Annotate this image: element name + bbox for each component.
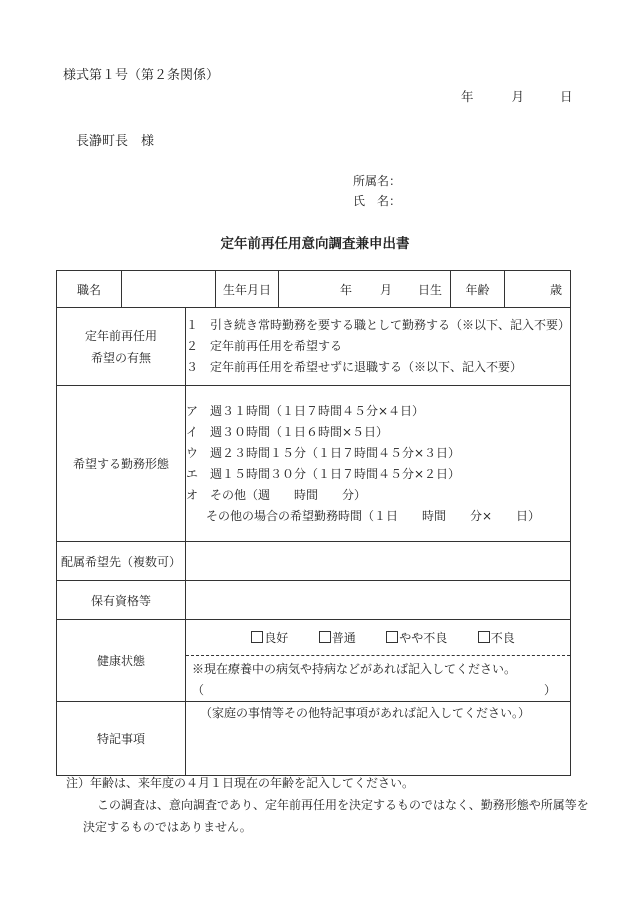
form-number-label: 様式第１号（第２条関係） bbox=[63, 68, 220, 83]
age-unit: 歳 bbox=[549, 282, 562, 297]
health-checkbox-group bbox=[186, 620, 570, 656]
wish-label-line1: 定年前再任用 bbox=[84, 328, 157, 343]
date-year-label: 年 bbox=[461, 89, 474, 104]
health-option-label: 良好 bbox=[264, 631, 289, 645]
health-option-good[interactable] bbox=[251, 629, 288, 646]
reemployment-wish-options[interactable] bbox=[186, 308, 571, 386]
qualifications-field[interactable] bbox=[186, 581, 571, 620]
reemployment-wish-label bbox=[57, 308, 186, 386]
birth-year-label: 年 bbox=[339, 282, 352, 297]
checkbox-icon[interactable] bbox=[251, 631, 263, 643]
health-condition-input[interactable] bbox=[192, 680, 564, 701]
birth-day-label: 日生 bbox=[417, 282, 442, 297]
work-style-label: 希望する勤務形態 bbox=[57, 386, 186, 542]
work-style-option[interactable]: ウ 週２３時間１５分（１日７時間４５分×３日） bbox=[186, 445, 461, 460]
wish-option[interactable]: ２ 定年前再任用を希望する bbox=[186, 339, 343, 353]
paren-open: （ bbox=[192, 683, 205, 697]
wish-label-line2: 希望の有無 bbox=[90, 350, 151, 365]
special-notes-hint: （家庭の事情等その他特記事項があれば記入してください。） bbox=[200, 706, 531, 720]
work-style-option[interactable]: オ その他（週 時間 分） bbox=[186, 487, 367, 502]
paren-close: ） bbox=[543, 683, 556, 697]
health-option-label: やや不良 bbox=[399, 631, 448, 645]
qualifications-label: 保有資格等 bbox=[57, 581, 186, 620]
checkbox-icon[interactable] bbox=[386, 631, 398, 643]
date-month-label: 月 bbox=[511, 89, 524, 104]
health-option-poor[interactable] bbox=[478, 629, 515, 646]
birthdate-field[interactable] bbox=[279, 271, 451, 308]
name-field-label: 氏 名： bbox=[353, 194, 402, 208]
work-style-option[interactable]: エ 週１５時間３０分（１日７時間４５分×２日） bbox=[186, 466, 461, 481]
footnote-survey-note: この調査は、意向調査であり、定年前再任用を決定するものではなく、勤務形態や所属等を bbox=[97, 798, 589, 812]
document-title: 定年前再任用意向調査兼申出書 bbox=[220, 236, 410, 252]
health-option-slightly-poor[interactable] bbox=[386, 629, 447, 646]
checkbox-icon[interactable] bbox=[478, 631, 490, 643]
application-form-table bbox=[56, 270, 571, 776]
health-note-text: ※現在療養中の病気や持病などがあれば記入してください。 bbox=[192, 662, 517, 676]
work-style-option[interactable]: ア 週３１時間（１日７時間４５分×４日） bbox=[186, 403, 425, 418]
checkbox-icon[interactable] bbox=[319, 631, 331, 643]
wish-option[interactable]: １ 引き続き常時勤務を要する職として勤務する（※以下、記入不要） bbox=[186, 318, 571, 332]
special-notes-field[interactable] bbox=[186, 702, 571, 776]
special-notes-label: 特記事項 bbox=[57, 702, 186, 776]
health-option-label: 普通 bbox=[331, 631, 356, 645]
health-status-field bbox=[186, 620, 571, 702]
age-label: 年齢 bbox=[451, 271, 505, 308]
work-style-other-hours[interactable]: その他の場合の希望勤務時間（１日 時間 分× 日） bbox=[206, 508, 541, 523]
addressee: 長瀞町長 様 bbox=[76, 134, 155, 149]
job-title-field[interactable] bbox=[122, 271, 216, 308]
birth-month-label: 月 bbox=[379, 282, 392, 297]
footnote-age: 注）年齢は、来年度の４月１日現在の年齢を記入してください。 bbox=[66, 776, 415, 790]
health-condition-note bbox=[186, 656, 570, 701]
date-day-label: 日 bbox=[559, 89, 573, 104]
affiliation-field-label: 所属名： bbox=[353, 174, 402, 188]
health-status-label: 健康状態 bbox=[57, 620, 186, 702]
wish-option[interactable]: ３ 定年前再任用を希望せずに退職する（※以下、記入不要） bbox=[186, 360, 523, 374]
assignment-preference-field[interactable] bbox=[186, 542, 571, 581]
work-style-option[interactable]: イ 週３０時間（１日６時間×５日） bbox=[186, 424, 389, 439]
health-option-label: 不良 bbox=[490, 631, 515, 645]
assignment-preference-label: 配属希望先（複数可） bbox=[57, 542, 186, 581]
age-field[interactable] bbox=[505, 271, 571, 308]
footnote-survey-note-continued: 決定するものではありません。 bbox=[83, 820, 252, 834]
work-style-options[interactable] bbox=[186, 386, 571, 542]
health-option-normal[interactable] bbox=[319, 629, 356, 646]
job-title-label: 職名 bbox=[57, 271, 122, 308]
submission-date bbox=[461, 87, 572, 105]
birthdate-label: 生年月日 bbox=[216, 271, 279, 308]
